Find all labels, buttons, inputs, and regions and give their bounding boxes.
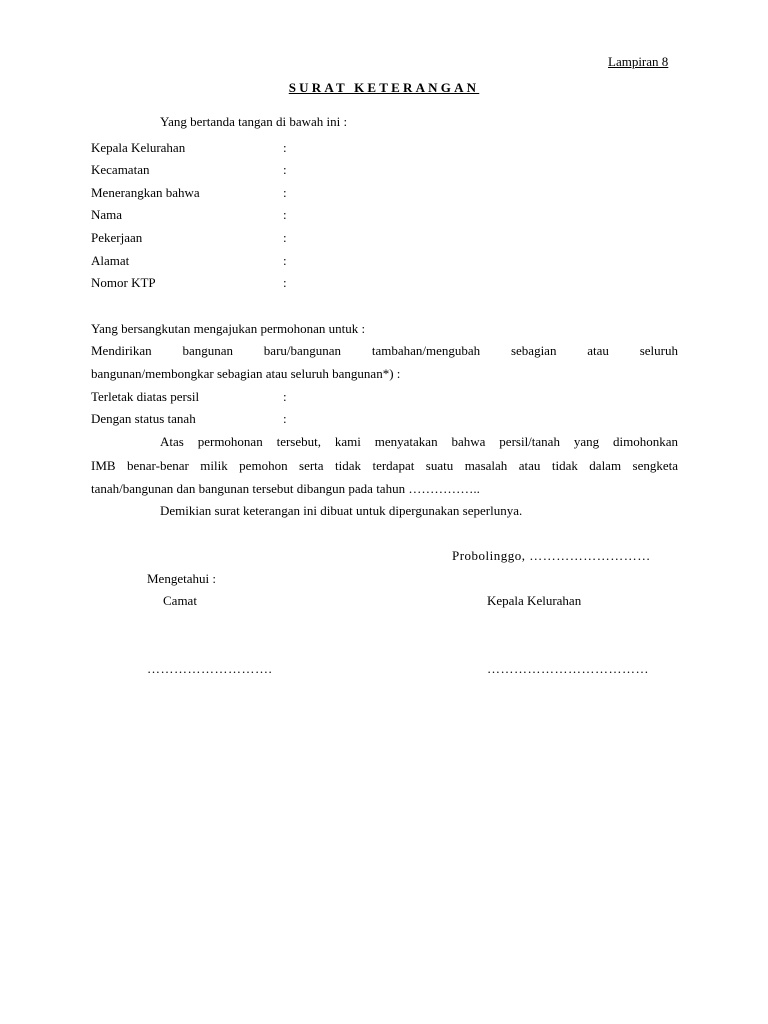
statement-line-1: Atas permohonan tersebut, kami menyatakan bahwa persil/tanah yang dimohonkan — [160, 434, 678, 449]
field-label-alamat: Alamat — [91, 253, 130, 268]
statement-line-2: IMB benar-benar milik pemohon serta tidak terdapat suatu masalah atau tidak dalam sengketa — [91, 458, 678, 473]
field-colon: : — [283, 275, 287, 290]
field-label-nama: Nama — [91, 207, 123, 222]
field-colon: : — [283, 411, 287, 426]
field-label-pekerjaan: Pekerjaan — [91, 230, 143, 245]
camat-signature-line: ………………………. — [147, 661, 273, 676]
field-label-kepala-kelurahan: Kepala Kelurahan — [91, 140, 186, 155]
field-colon: : — [283, 230, 287, 245]
field-colon: : — [283, 185, 287, 200]
request-line-2: bangunan/membongkar sebagian atau seluruh bangunan*) : — [91, 366, 401, 381]
field-colon: : — [283, 207, 287, 222]
field-colon: : — [283, 389, 287, 404]
field-label-status-tanah: Dengan status tanah — [91, 411, 196, 426]
camat-label: Camat — [163, 593, 197, 608]
field-colon: : — [283, 253, 287, 268]
request-intro: Yang bersangkutan mengajukan permohonan untuk : — [91, 321, 366, 336]
field-label-menerangkan: Menerangkan bahwa — [91, 185, 200, 200]
field-colon: : — [283, 162, 287, 177]
attachment-label: Lampiran 8 — [608, 54, 669, 69]
request-line-1: Mendirikan bangunan baru/bangunan tambahan/mengubah sebagian atau seluruh — [91, 343, 678, 358]
field-label-nomor-ktp: Nomor KTP — [91, 275, 156, 290]
kepala-signature-line: ……………………………… — [487, 661, 649, 676]
document-title — [0, 80, 768, 96]
document-title-text: SURAT KETERANGAN — [288, 80, 480, 95]
kepala-kelurahan-label: Kepala Kelurahan — [487, 593, 582, 608]
mengetahui-label: Mengetahui : — [147, 571, 216, 586]
intro-text: Yang bertanda tangan di bawah ini : — [160, 114, 348, 129]
statement-line-3: tanah/bangunan dan bangunan tersebut dibangun pada tahun …………….. — [91, 481, 480, 496]
field-label-persil: Terletak diatas persil — [91, 389, 200, 404]
field-colon: : — [283, 140, 287, 155]
field-label-kecamatan: Kecamatan — [91, 162, 150, 177]
place-date: Probolinggo, ……………………… — [452, 548, 651, 563]
closing-sentence: Demikian surat keterangan ini dibuat untuk dipergunakan seperlunya. — [160, 503, 523, 518]
